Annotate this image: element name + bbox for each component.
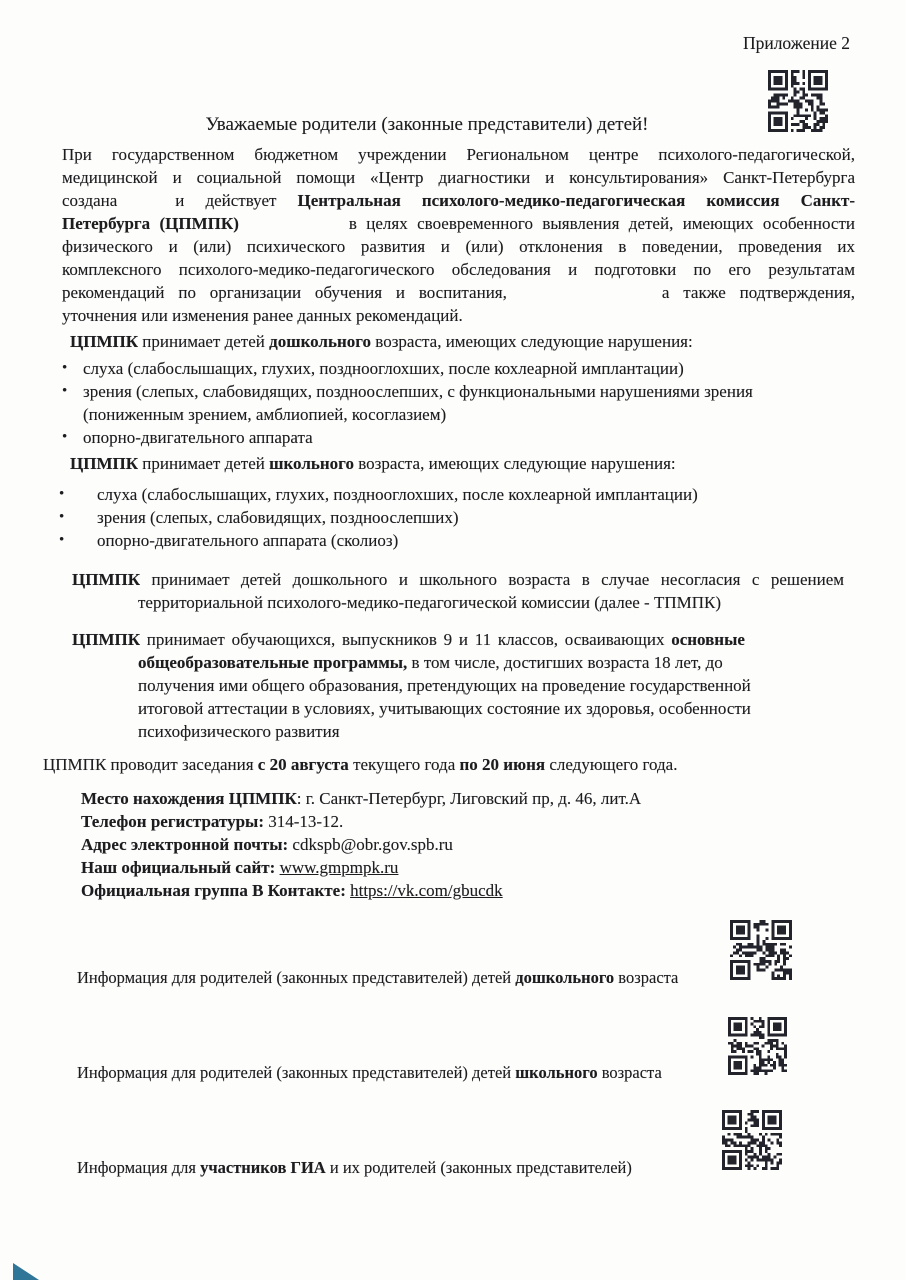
text-segment: следующего года. — [545, 755, 678, 774]
gia-paragraph — [72, 628, 844, 743]
qr-code-preschool-info — [730, 920, 792, 980]
text-segment: Информация для родителей (законных представителей) детей — [77, 1063, 516, 1082]
text-line — [62, 304, 855, 327]
text-segment: комплексного психолого-медико-педагогического обследования и подготовки по его результатам — [62, 260, 855, 279]
list-item — [59, 529, 859, 552]
text-line: • опорно-двигательного аппарата — [83, 428, 313, 447]
text-segment: общеобразовательные программы, — [138, 653, 408, 672]
text-segment: принимает детей дошкольного и школьного возраста в случае несогласия с решением — [140, 570, 844, 589]
school-impairments-list — [59, 483, 859, 552]
text-segment: Наш официальный сайт: — [81, 858, 276, 877]
text-line — [81, 879, 841, 902]
qr-code-gia-info — [722, 1110, 782, 1170]
text-line — [72, 674, 844, 697]
text-segment: в том числе, достигших возраста 18 лет, до — [407, 653, 723, 672]
preschool-impairments-list — [62, 357, 862, 449]
text-segment: Информация для — [77, 1158, 201, 1177]
text-segment: с 20 августа — [257, 755, 349, 774]
text-line: • зрения (слепых, слабовидящих, поздноослепших) — [97, 508, 459, 527]
text-line — [81, 856, 841, 879]
text-segment: дошкольного — [515, 968, 615, 987]
text-segment: основные — [671, 630, 745, 649]
text-segment: по 20 июня — [459, 755, 546, 774]
text-segment: в целях своевременного выявления детей, имеющих особенности — [348, 214, 855, 233]
text-segment: ЦПМПК проводит заседания — [43, 755, 258, 774]
text-segment: и их родителей (законных представителей) — [325, 1158, 632, 1177]
text-segment: принимает детей — [138, 332, 270, 351]
text-line: • слуха (слабослышащих, глухих, позднооглохших, после кохлеарной имплантации) — [83, 359, 684, 378]
info-row-gia — [77, 1157, 717, 1179]
text-line — [72, 591, 844, 614]
text-segment: психофизического развития — [138, 722, 340, 741]
text-segment: ЦПМПК — [70, 332, 139, 351]
text-segment: cdkspb@obr.gov.spb.ru — [288, 835, 453, 854]
text-segment: возраста, имеющих следующие нарушения: — [371, 332, 693, 351]
text-segment: текущего года — [348, 755, 460, 774]
text-segment: Телефон регистратуры: — [81, 812, 264, 831]
scan-corner-mark — [13, 1263, 39, 1280]
list-item — [62, 357, 862, 380]
text-line — [62, 166, 855, 189]
text-segment: Петербурга (ЦПМПК) — [62, 214, 239, 233]
school-section-title — [70, 452, 676, 475]
info-row-school — [77, 1062, 717, 1084]
text-segment: ЦПМПК — [72, 630, 141, 649]
text-segment: получения ими общего образования, претендующих на проведение государственной — [138, 676, 751, 695]
text-segment: создана — [62, 191, 118, 210]
document-link[interactable]: www.gmpmpk.ru — [279, 858, 399, 877]
document-link[interactable]: https://vk.com/gbucdk — [350, 881, 503, 900]
text-line — [72, 697, 844, 720]
text-line — [62, 235, 855, 258]
text-line — [81, 787, 841, 810]
text-segment: школьного — [269, 454, 354, 473]
page-title: Уважаемые родители (законные представители) детей! — [205, 114, 649, 135]
text-segment: возраста — [597, 1063, 662, 1082]
list-item — [59, 506, 859, 529]
text-segment: участников ГИА — [200, 1158, 326, 1177]
text-segment: принимает детей — [138, 454, 270, 473]
text-segment: уточнения или изменения ранее данных рекомендаций. — [62, 306, 463, 325]
text-segment: Информация для родителей (законных представителей) детей — [77, 968, 516, 987]
text-line — [62, 143, 855, 166]
disagreement-paragraph — [72, 568, 844, 614]
text-segment: При государственном бюджетном учреждении Региональном центре психолого-педагогической, — [62, 145, 855, 164]
text-line: • опорно-двигательного аппарата (сколиоз) — [97, 531, 399, 550]
text-line — [62, 212, 855, 235]
text-line: • зрения (слепых, слабовидящих, поздноослепших, с функциональными нарушениями зрения — [83, 382, 753, 401]
text-line — [72, 720, 844, 743]
text-segment: Официальная группа В Контакте: — [81, 881, 346, 900]
text-segment: дошкольного — [269, 332, 372, 351]
text-segment: медицинской и социальной помощи «Центр диагностики и консультирования» Санкт-Петербурга — [62, 168, 855, 187]
text-segment: возраста — [614, 968, 679, 987]
text-segment: ЦПМПК — [70, 454, 139, 473]
blank-space — [239, 228, 349, 229]
text-segment: принимает обучающихся, выпускников 9 и 11 классов, осваивающих — [140, 630, 672, 649]
text-segment: территориальной психолого-медико-педагогической комиссии (далее - ТПМПК) — [138, 593, 721, 612]
text-line — [62, 281, 855, 304]
text-segment: Место нахождения ЦПМПК — [81, 789, 297, 808]
text-segment: школьного — [515, 1063, 598, 1082]
text-line — [62, 258, 855, 281]
annex-label: Приложение 2 — [742, 33, 850, 53]
text-segment: ЦПМПК — [72, 570, 141, 589]
list-item — [62, 426, 862, 449]
text-segment: и действует — [175, 191, 298, 210]
preschool-section-title — [70, 330, 693, 353]
text-segment: физического и (или) психического развития и (или) отклонения в поведении, проведения их — [62, 237, 855, 256]
text-segment: рекомендаций по организации обучения и воспитания, — [62, 283, 507, 302]
text-segment: Адрес электронной почты: — [81, 835, 289, 854]
text-line: (пониженным зрением, амблиопией, косоглазием) — [83, 405, 447, 424]
text-line: • слуха (слабослышащих, глухих, позднооглохших, после кохлеарной имплантации) — [97, 485, 698, 504]
qr-code-school-info — [728, 1017, 787, 1075]
blank-space — [117, 205, 175, 206]
text-line — [72, 628, 844, 651]
text-line — [62, 189, 855, 212]
text-segment: Центральная психолого-медико-педагогическая комиссия Санкт- — [297, 191, 856, 210]
list-item — [62, 380, 862, 426]
text-line — [81, 810, 841, 833]
intro-paragraph — [62, 143, 855, 327]
list-item — [59, 483, 859, 506]
text-line — [72, 568, 844, 591]
text-line — [81, 833, 841, 856]
text-segment: : г. Санкт-Петербург, Лиговский пр, д. 46, лит.А — [296, 789, 642, 808]
contacts-block — [81, 787, 841, 902]
text-segment: итоговой аттестации в условиях, учитывающих состояние их здоровья, особенности — [138, 699, 751, 718]
text-line — [72, 651, 844, 674]
text-segment: 314-13-12. — [263, 812, 344, 831]
text-segment: а также подтверждения, — [661, 283, 855, 302]
text-segment: возраста, имеющих следующие нарушения: — [353, 454, 676, 473]
schedule-line — [43, 753, 863, 776]
blank-space — [507, 297, 662, 298]
info-row-preschool — [77, 967, 717, 989]
